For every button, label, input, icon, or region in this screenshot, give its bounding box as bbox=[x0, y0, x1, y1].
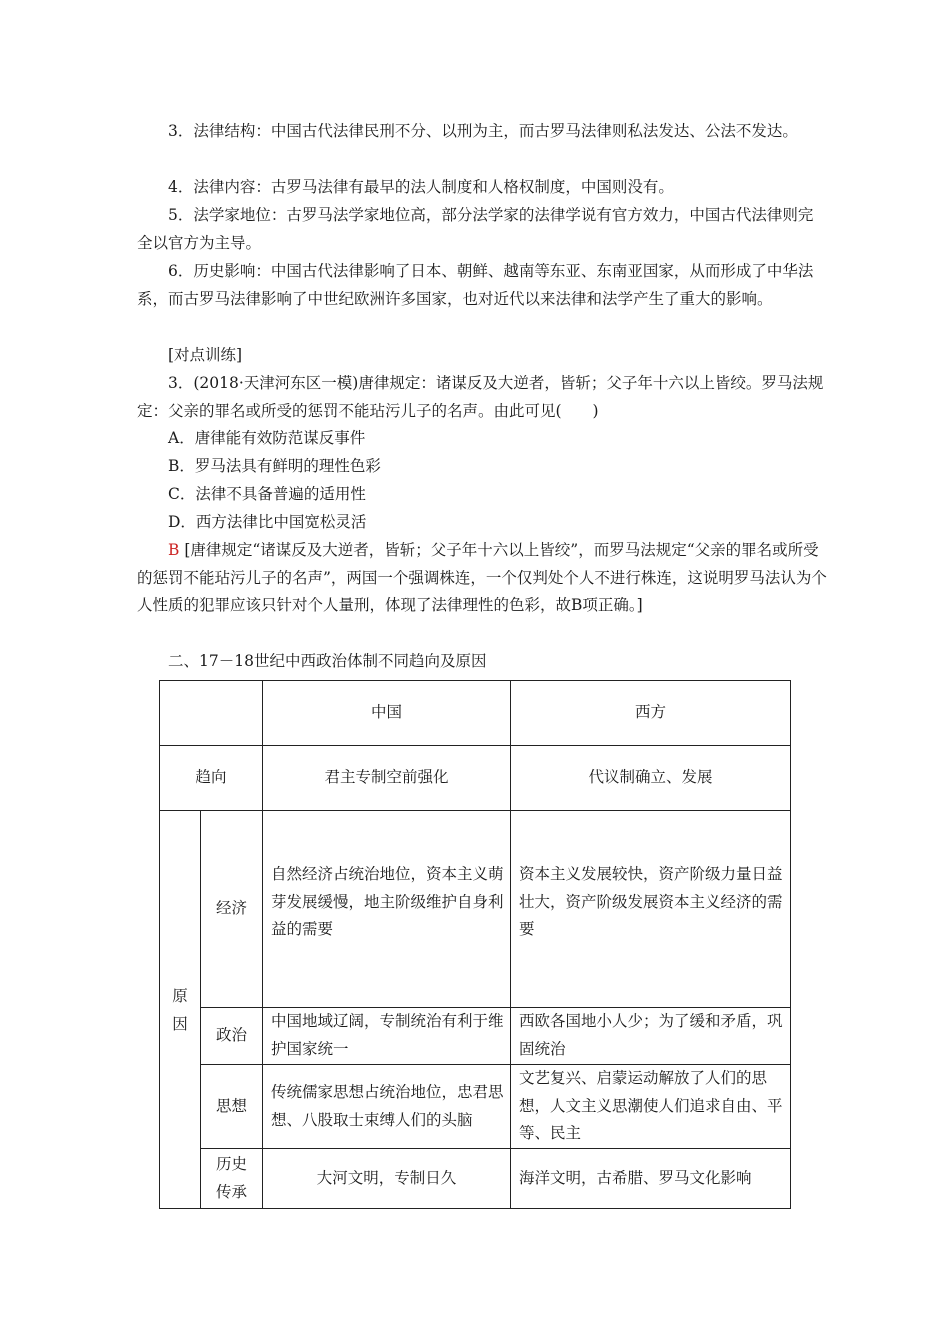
section-title: 二、17－18世纪中西政治体制不同趋向及原因 bbox=[168, 652, 487, 670]
reason-history-china: 大河文明，专制日久 bbox=[263, 1149, 511, 1209]
reason-thought-label: 思想 bbox=[201, 1065, 263, 1149]
reason-politics-label: 政治 bbox=[201, 1008, 263, 1065]
reason-politics-west: 西欧各国地小人少；为了缓和矛盾，巩固统治 bbox=[511, 1008, 791, 1065]
option-d: D．西方法律比中国宽松灵活 bbox=[168, 513, 367, 531]
reason-economy-china: 自然经济占统治地位，资本主义萌芽发展缓慢，地主阶级维护自身利益的需要 bbox=[263, 811, 511, 1008]
trend-label: 趋向 bbox=[160, 746, 263, 811]
question-stem: 3．(2018·天津河东区一模)唐律规定：诸谋反及大逆者，皆斩；父子年十六以上皆绞。罗马法规定：父亲的罪名或所受的惩罚不能玷污儿子的名声。由此可见( ) bbox=[137, 374, 824, 420]
answer-letter: B bbox=[168, 541, 180, 559]
reason-row-history bbox=[160, 1149, 791, 1209]
table-header-row bbox=[160, 681, 791, 746]
reason-row-politics bbox=[160, 1008, 791, 1065]
reason-economy-west: 资本主义发展较快，资产阶级力量日益壮大，资产阶级发展资本主义经济的需要 bbox=[511, 811, 791, 1008]
option-a: A．唐律能有效防范谋反事件 bbox=[168, 429, 366, 447]
reason-history-west: 海洋文明，古希腊、罗马文化影响 bbox=[511, 1149, 791, 1209]
law-point-6: 6．历史影响：中国古代法律影响了日本、朝鲜、越南等东亚、东南亚国家，从而形成了中华法系，而古罗马法律影响了中世纪欧洲许多国家，也对近代以来法律和法学产生了重大的影响。 bbox=[137, 262, 814, 308]
law-point-5: 5．法学家地位：古罗马法学家地位高，部分法学家的法律学说有官方效力，中国古代法律则完全以官方为主导。 bbox=[137, 206, 814, 252]
explanation-text: [唐律规定“诸谋反及大逆者，皆斩；父子年十六以上皆绞”，而罗马法规定“父亲的罪名或所受的惩罚不能玷污儿子的名声”，两国一个强调株连，一个仅判处个人不进行株连，这说明罗马法认为个人性质的犯罪应该只针对个人量刑，体现了法律理性的色彩，故B项正确。] bbox=[137, 541, 827, 615]
header-west: 西方 bbox=[511, 681, 791, 746]
law-point-4: 4．法律内容：古罗马法律有最早的法人制度和人格权制度，中国则没有。 bbox=[168, 178, 674, 196]
reason-row-economy bbox=[160, 811, 791, 1008]
trend-china: 君主专制空前强化 bbox=[263, 746, 511, 811]
option-c: C．法律不具备普遍的适用性 bbox=[168, 485, 366, 503]
header-empty-cell bbox=[160, 681, 263, 746]
reason-label: 原因 bbox=[160, 811, 201, 1209]
reason-politics-china: 中国地域辽阔，专制统治有利于维护国家统一 bbox=[263, 1008, 511, 1065]
reason-thought-china: 传统儒家思想占统治地位，忠君思想、八股取士束缚人们的头脑 bbox=[263, 1065, 511, 1149]
trend-row bbox=[160, 746, 791, 811]
law-point-3: 3．法律结构：中国古代法律民刑不分、以刑为主，而古罗马法律则私法发达、公法不发达。 bbox=[168, 122, 798, 140]
trend-west: 代议制确立、发展 bbox=[511, 746, 791, 811]
option-b: B．罗马法具有鲜明的理性色彩 bbox=[168, 457, 381, 475]
reason-thought-west: 文艺复兴、启蒙运动解放了人们的思想，人文主义思潮使人们追求自由、平等、民主 bbox=[511, 1065, 791, 1149]
answer-explanation bbox=[137, 537, 827, 620]
practice-heading: [对点训练] bbox=[168, 346, 243, 364]
reason-history-label: 历史传承 bbox=[201, 1149, 263, 1209]
comparison-table bbox=[159, 680, 791, 1209]
header-china: 中国 bbox=[263, 681, 511, 746]
reason-economy-label: 经济 bbox=[201, 811, 263, 1008]
reason-row-thought bbox=[160, 1065, 791, 1149]
